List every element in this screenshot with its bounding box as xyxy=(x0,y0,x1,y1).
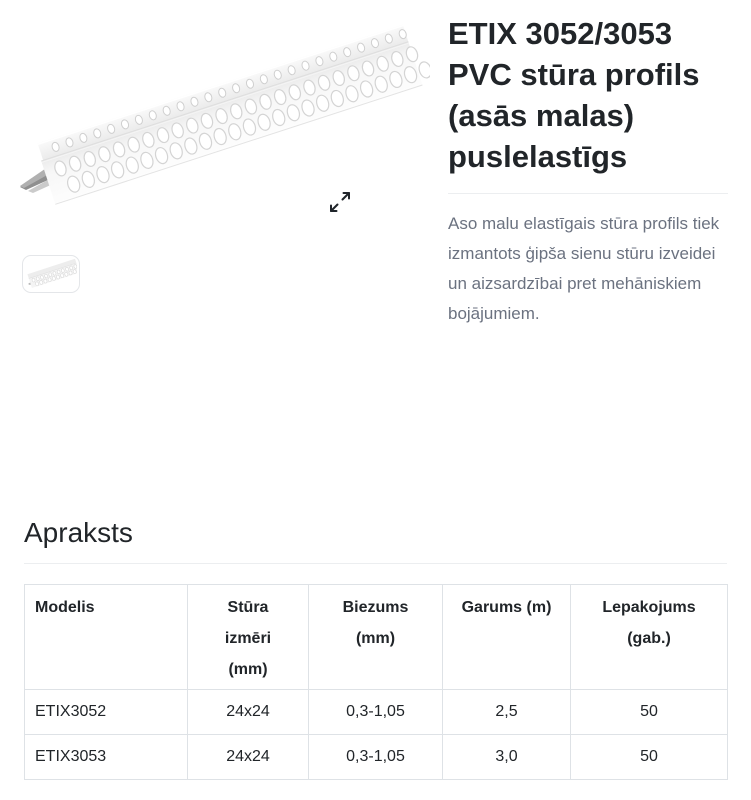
col-header-garums: Garums (m) xyxy=(443,585,571,690)
section-divider xyxy=(24,563,727,564)
cell-stura-izmeri: 24x24 xyxy=(188,735,309,780)
thumbnail-render xyxy=(25,258,77,290)
cell-modelis: ETIX3053 xyxy=(25,735,188,780)
cell-garums: 2,5 xyxy=(443,690,571,735)
cell-biezums: 0,3-1,05 xyxy=(309,735,443,780)
cell-garums: 3,0 xyxy=(443,735,571,780)
col-header-modelis: Modelis xyxy=(25,585,188,690)
product-info xyxy=(448,0,728,329)
section-heading: Apraksts xyxy=(24,517,133,548)
expand-icon[interactable] xyxy=(326,188,354,216)
table-row xyxy=(25,735,728,780)
table-header-row xyxy=(25,585,728,690)
product-description: Aso malu elastīgais stūra profils tiek izmantots ģipša sienu stūru izveidei un aizsardzībai pret mehāniskiem bojājumiem. xyxy=(448,214,720,323)
product-image[interactable] xyxy=(0,0,430,235)
spec-table xyxy=(24,584,728,780)
cell-modelis: ETIX3052 xyxy=(25,690,188,735)
profile-strip xyxy=(36,21,430,205)
product-title: ETIX 3052/3053 PVC stūra profils (asās malas) puslelastīgs xyxy=(448,16,700,174)
product-gallery xyxy=(0,0,448,293)
product-thumbnail[interactable] xyxy=(22,255,80,293)
col-header-biezums: Biezums (mm) xyxy=(309,585,443,690)
col-header-lepakojums: Lepakojums (gab.) xyxy=(571,585,728,690)
product-overview xyxy=(0,0,751,329)
front-holes-row-upper xyxy=(53,45,419,177)
cell-biezums: 0,3-1,05 xyxy=(309,690,443,735)
cell-lepakojums: 50 xyxy=(571,690,728,735)
title-divider xyxy=(448,193,728,194)
cell-lepakojums: 50 xyxy=(571,735,728,780)
description-section xyxy=(0,515,751,780)
table-row xyxy=(25,690,728,735)
col-header-stura-izmeri: Stūra izmēri (mm) xyxy=(188,585,309,690)
pvc-profile-render xyxy=(0,0,430,235)
cell-stura-izmeri: 24x24 xyxy=(188,690,309,735)
